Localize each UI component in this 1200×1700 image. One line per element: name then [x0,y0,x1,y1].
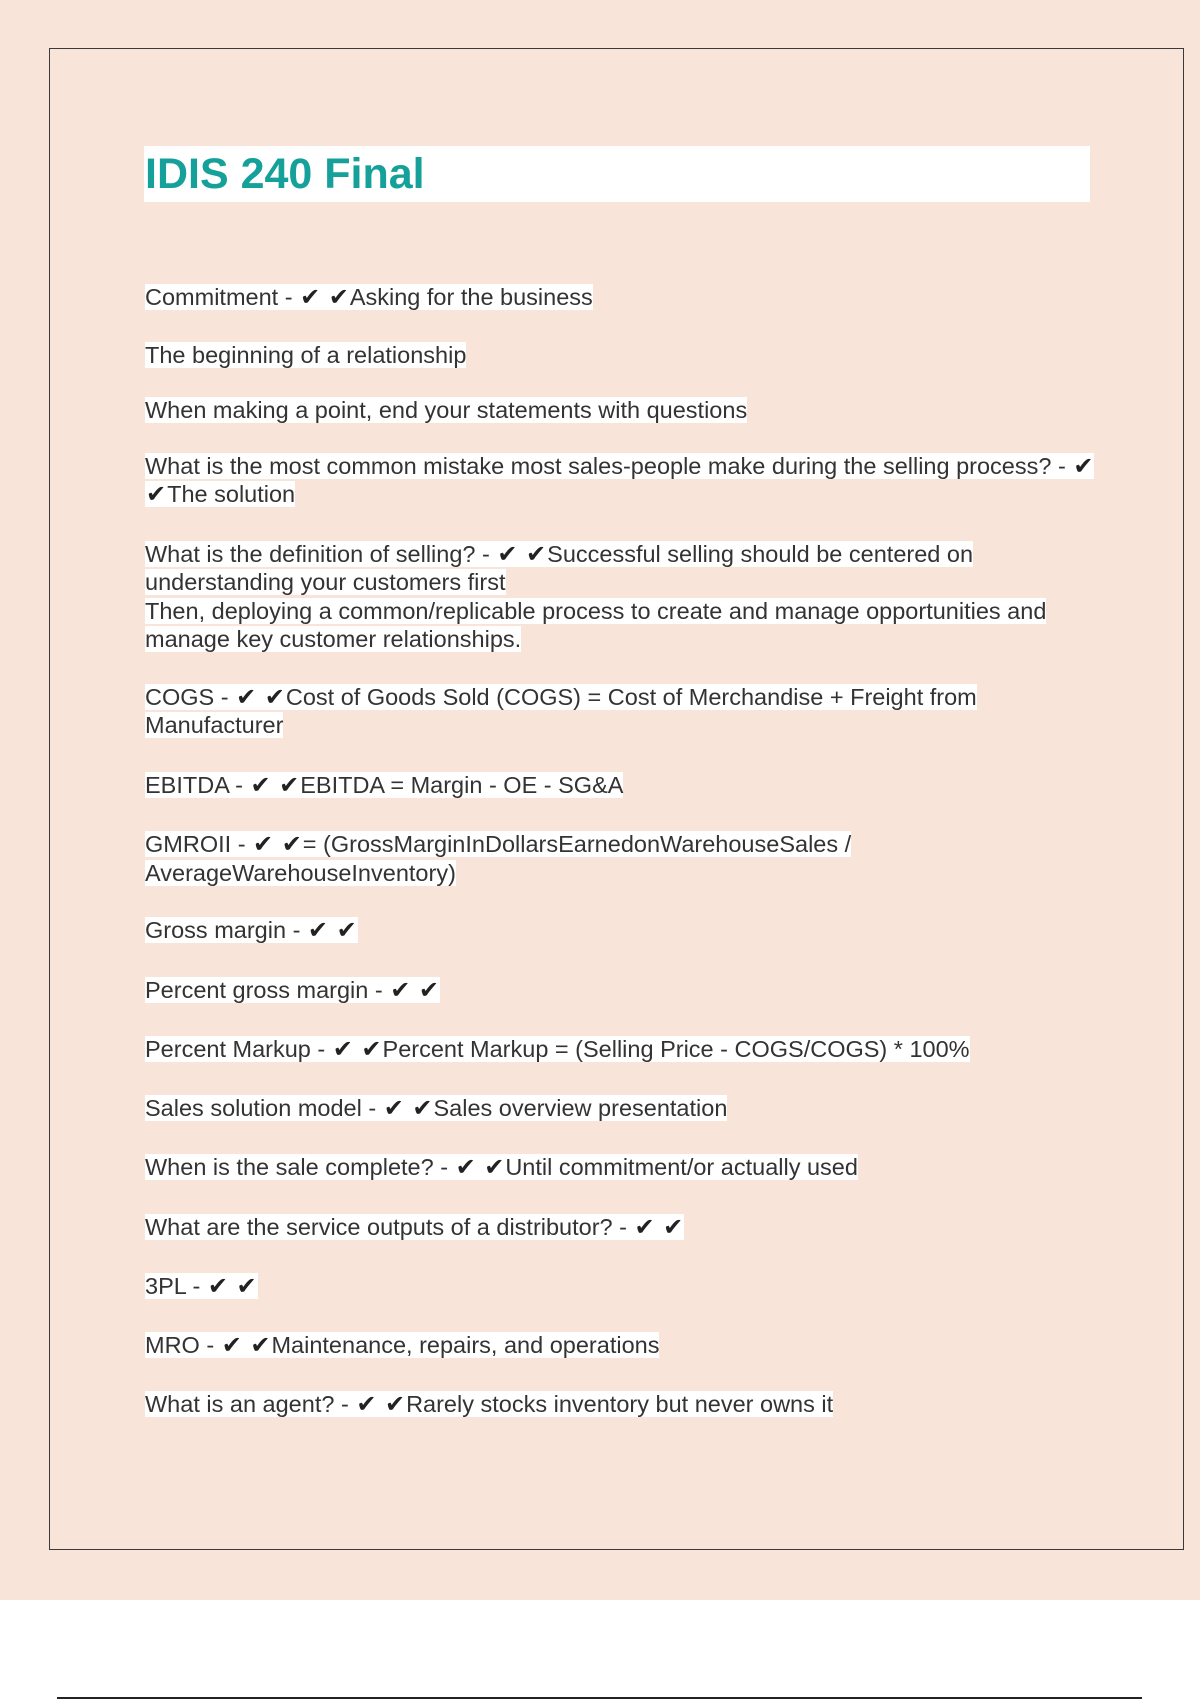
list-item [145,976,1095,1005]
term-text: When making a point, end your statements with questions [145,397,748,423]
list-item [145,452,1095,509]
list-item [145,830,1095,887]
checkmark-icon: ✔ [281,830,302,858]
checkmark-icon: ✔ [634,1212,655,1241]
answer-text: Until commitment/or actually used [505,1154,858,1180]
footer-divider [57,1697,1142,1699]
checkmark-icon: ✔ [250,1330,271,1359]
list-item [145,341,1095,370]
checkmark-icon: ✔ [361,1035,382,1063]
term-text: COGS - [145,683,236,710]
checkmark-icon: ✔ [663,1212,684,1241]
checkmark-icon: ✔ [236,682,257,711]
list-item [145,396,1095,425]
checkmark-icon: ✔ [390,975,411,1004]
answer-text: = (GrossMarginInDollarsEarnedonWarehouseSales / AverageWarehouseInventory) [145,831,852,886]
checkmark-icon: ✔ [221,1330,242,1359]
answer-text: Successful selling should be centered on understanding your customers first [145,540,974,595]
term-text: Percent gross margin - [145,976,390,1003]
document-title: IDIS 240 Final [145,150,425,198]
checkmark-icon: ✔ [336,916,357,944]
checkmark-icon: ✔ [384,1390,406,1418]
checkmark-icon: ✔ [307,916,329,944]
checkmark-icon: ✔ [332,1035,353,1063]
checkmark-icon: ✔ [146,480,167,508]
checkmark-icon: ✔ [412,1093,433,1122]
checkmark-icon: ✔ [300,283,321,311]
checkmark-icon: ✔ [526,539,547,568]
term-text: What are the service outputs of a distributor? - [145,1213,634,1240]
checkmark-icon: ✔ [418,975,439,1004]
list-item [145,1153,1095,1182]
checkmark-icon: ✔ [484,1153,505,1181]
answer-text: Rarely stocks inventory but never owns it [406,1391,834,1417]
checkmark-icon: ✔ [250,770,271,799]
list-item [145,916,1095,945]
term-text: MRO - [145,1331,221,1358]
checkmark-icon: ✔ [1073,451,1094,480]
list-item [145,1331,1095,1360]
term-text: GMROII - [145,831,253,857]
term-text: What is the definition of selling? - [145,540,497,567]
term-text: 3PL - [145,1273,207,1299]
answer-text: Percent Markup = (Selling Price - COGS/COGS) * 100% [382,1036,970,1062]
checkmark-icon: ✔ [383,1093,404,1122]
term-text: What is the most common mistake most sales-people make during the selling process? - [145,452,1073,479]
answer-text-continued: Then, deploying a common/replicable process to create and manage opportunities and manage key customer relationships. [145,597,1047,652]
term-text: Sales solution model - [145,1094,383,1121]
checkmark-icon: ✔ [253,830,274,858]
checkmark-icon: ✔ [455,1153,476,1181]
checkmark-icon: ✔ [328,283,349,311]
answer-text: Asking for the business [349,284,593,310]
checkmark-icon: ✔ [497,539,518,568]
term-text: Gross margin - [145,917,307,943]
checkmark-icon: ✔ [279,770,300,799]
list-item [145,1035,1095,1064]
term-text: EBITDA - [145,771,250,798]
answer-text: Sales overview presentation [433,1094,728,1121]
answer-text: Cost of Goods Sold (COGS) = Cost of Merchandise + Freight from Manufacturer [145,683,977,738]
term-text: The beginning of a relationship [145,341,467,368]
answer-text: Maintenance, repairs, and operations [271,1331,660,1358]
term-text: When is the sale complete? - [145,1154,455,1180]
list-item [145,1094,1095,1123]
term-text: Percent Markup - [145,1036,332,1062]
checkmark-icon: ✔ [264,682,285,711]
list-item [145,1390,1095,1419]
list-item [145,1213,1095,1242]
checkmark-icon: ✔ [356,1390,377,1418]
checkmark-icon: ✔ [207,1272,228,1300]
answer-text: The solution [167,481,296,507]
list-item [145,771,1095,800]
answer-text: EBITDA = Margin - OE - SG&A [300,771,624,798]
term-text: Commitment - [145,284,300,310]
list-item [145,683,1095,740]
term-text: What is an agent? - [145,1391,356,1417]
list-item [145,540,1095,654]
list-item [145,283,1095,312]
flashcard-list [145,283,1095,1419]
checkmark-icon: ✔ [236,1272,257,1300]
list-item [145,1272,1095,1301]
